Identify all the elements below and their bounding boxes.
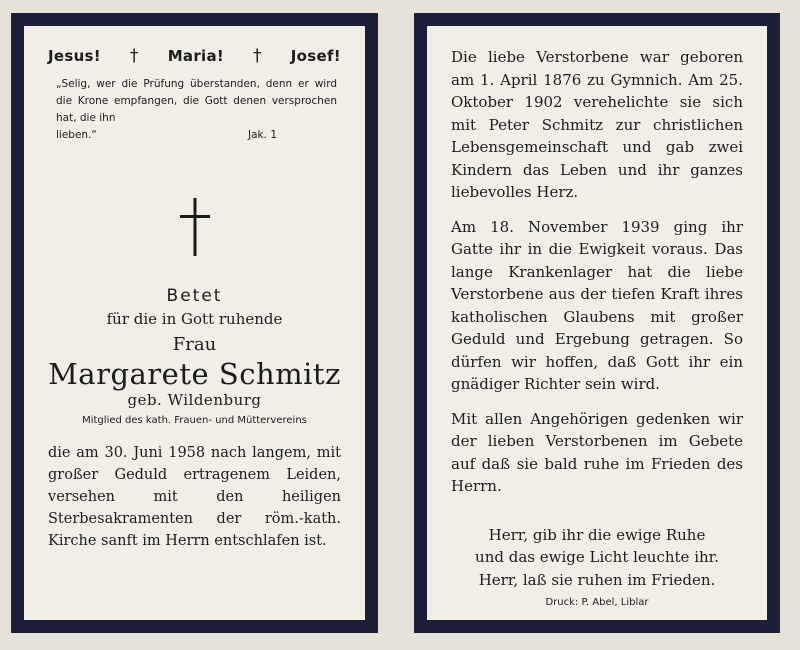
bible-quote	[48, 76, 341, 144]
left-card	[11, 13, 378, 633]
invocation-header	[48, 46, 341, 66]
illness-paragraph: Am 18. November 1939 ging ihr Gatte ihr in die Ewigkeit voraus. Das lange Krankenlager hat die liebe Verstorbene aus der tiefen Kraft ihres katholischen Glaubens mit großer Geduld und Ergebung getragen. So dürfen wir hoffen, daß Gott ihr ein gnädiger Richter sein wird.	[451, 217, 743, 393]
right-card	[414, 13, 780, 633]
printer-credit: Druck: P. Abel, Liblar	[545, 597, 649, 608]
for-line: für die in Gott ruhende	[106, 310, 283, 328]
remembrance-paragraph: Mit allen Angehörigen gedenken wir der lieben Verstorbenen im Gebete auf daß sie bald ruhe im Frieden des Herrn.	[451, 409, 743, 495]
quote-text: „Selig, wer die Prüfung überstanden, denn er wird die Krone empfangen, die Gott denen versprochen hat, die ihn	[56, 78, 337, 124]
deceased-name: Margarete Schmitz	[48, 357, 341, 391]
small-cross-icon: †	[129, 46, 139, 66]
maiden-name: geb. Wildenburg	[127, 391, 262, 409]
small-cross-icon: †	[253, 46, 262, 66]
title-frau: Frau	[172, 334, 217, 355]
biography-paragraph: Die liebe Verstorbene war geboren am 1. April 1876 zu Gymnich. Am 25. Oktober 1902 verehelichte sie sich mit Peter Schmitz zur christlichen Lebensgemeinschaft und gab zwei Kindern das Leben und ihr ganzes liebevolles Herz.	[451, 48, 743, 201]
prayer-line: Herr, laß sie ruhen im Frieden.	[478, 570, 716, 589]
latin-cross-icon	[178, 198, 212, 256]
death-paragraph: die am 30. Juni 1958 nach langem, mit großer Geduld ertragenem Leiden, versehen mit den heiligen Sterbesakramenten der röm.-kath. Kirche sanft im Herrn entschlafen ist.	[48, 445, 341, 549]
quote-reference: Jak. 1	[248, 129, 277, 141]
invocation-maria: Maria!	[167, 47, 225, 65]
quote-last-line: lieben.“	[56, 129, 97, 141]
prayer-line: Herr, gib ihr die ewige Ruhe	[488, 525, 706, 544]
prayer-line: und das ewige Licht leuchte ihr.	[475, 548, 719, 566]
invocation-josef: Josef!	[290, 47, 341, 65]
prayer	[451, 524, 743, 592]
membership-line: Mitglied des kath. Frauen- und Müttervereins	[82, 415, 307, 426]
betet-heading: Betet	[166, 286, 223, 306]
invocation-jesus: Jesus!	[48, 47, 101, 65]
